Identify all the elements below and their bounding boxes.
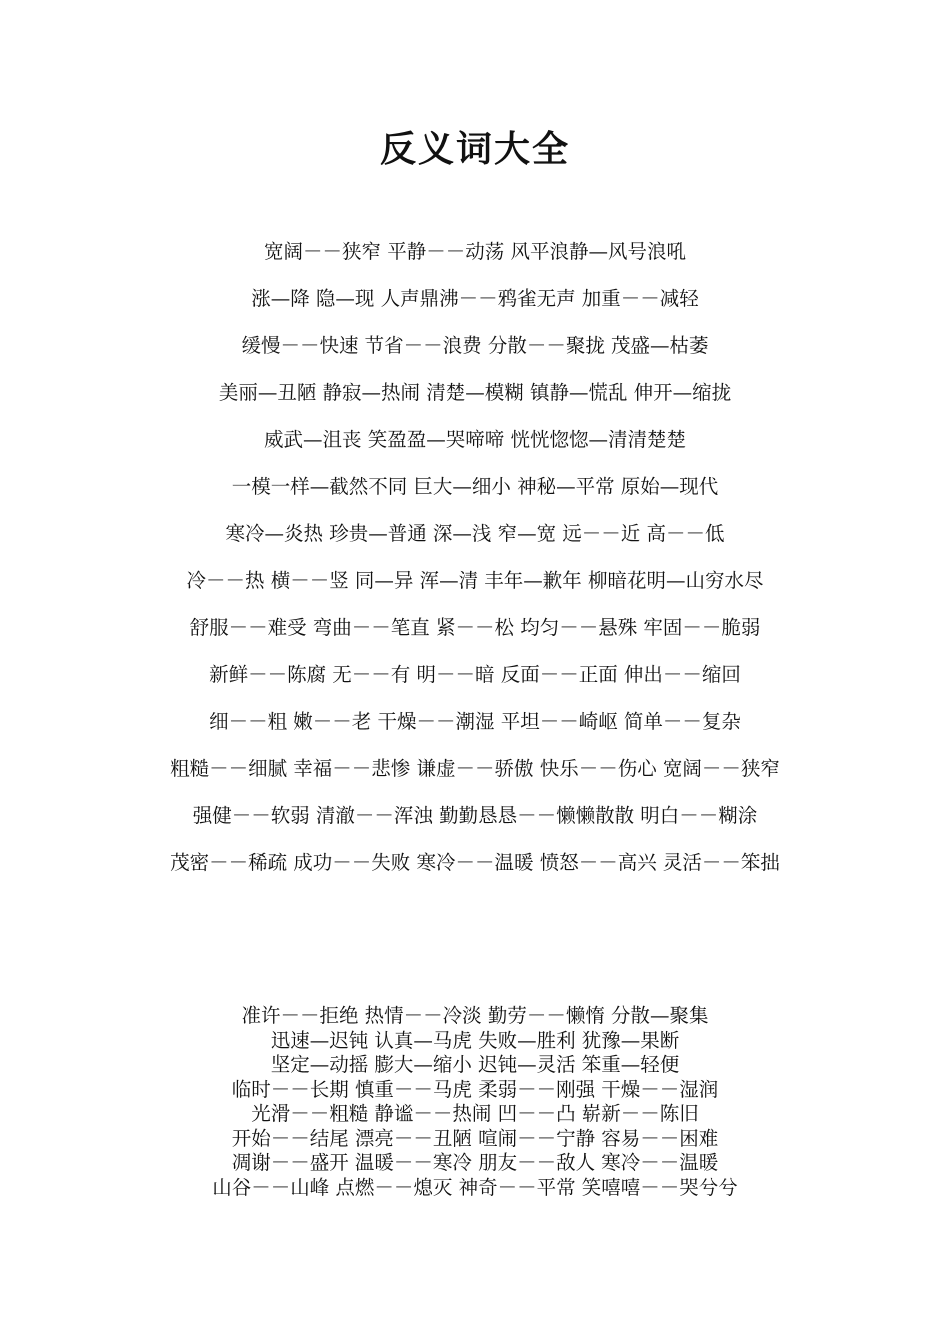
antonym-line: 涨—降 隐—现 人声鼎沸－－鸦雀无声 加重－－减轻: [251, 287, 699, 310]
antonym-line: 一模一样—截然不同 巨大—细小 神秘—平常 原始—现代: [231, 475, 719, 498]
antonym-line: 美丽—丑陋 静寂—热闹 清楚—模糊 镇静—慌乱 伸开—缩拢: [218, 381, 732, 404]
antonym-line: 坚定—动摇 膨大—缩小 迟钝—灵活 笨重—轻便: [270, 1053, 680, 1076]
antonym-line: 强健－－软弱 清澈－－浑浊 勤勤恳恳－－懒懒散散 明白－－糊涂: [192, 804, 758, 827]
antonym-line: 茂密－－稀疏 成功－－失败 寒冷－－温暖 愤怒－－高兴 灵活－－笨拙: [170, 851, 780, 874]
antonym-line: 迅速—迟钝 认真—马虎 失败—胜利 犹豫—果断: [270, 1028, 680, 1052]
antonym-line: 新鲜－－陈腐 无－－有 明－－暗 反面－－正面 伸出－－缩回: [209, 663, 741, 686]
antonym-line: 威武—沮丧 笑盈盈—哭啼啼 恍恍惚惚—清清楚楚: [264, 428, 686, 451]
antonym-line: 冷－－热 横－－竖 同—异 浑—清 丰年—歉年 柳暗花明—山穷水尽: [186, 569, 764, 592]
antonym-section-compact: [150, 1004, 800, 1200]
antonym-line: 开始－－结尾 漂亮－－丑陋 喧闹－－宁静 容易－－困难: [231, 1126, 719, 1150]
antonym-line: 舒服－－难受 弯曲－－笔直 紧－－松 均匀－－悬殊 牢固－－脆弱: [189, 616, 761, 639]
antonym-line: 山谷－－山峰 点燃－－熄灭 神奇－－平常 笑嘻嘻－－哭兮兮: [212, 1175, 738, 1199]
antonym-section-spaced: [150, 240, 800, 898]
antonym-line: 临时－－长期 慎重－－马虎 柔弱－－刚强 干燥－－湿润: [231, 1077, 719, 1101]
page-title: 反义词大全: [379, 128, 570, 170]
antonym-line: 缓慢－－快速 节省－－浪费 分散－－聚拢 茂盛—枯萎: [241, 334, 709, 357]
antonym-line: 凋谢－－盛开 温暖－－寒冷 朋友－－敌人 寒冷－－温暖: [231, 1151, 719, 1174]
antonym-line: 宽阔－－狭窄 平静－－动荡 风平浪静—风号浪吼: [264, 240, 686, 263]
antonym-line: 细－－粗 嫩－－老 干燥－－潮湿 平坦－－崎岖 简单－－复杂: [209, 710, 741, 733]
antonym-line: 光滑－－粗糙 静谧－－热闹 凹－－凸 崭新－－陈旧: [251, 1102, 699, 1125]
antonym-line: 粗糙－－细腻 幸福－－悲惨 谦虚－－骄傲 快乐－－伤心 宽阔－－狭窄: [170, 757, 780, 780]
antonym-line: 准许－－拒绝 热情－－冷淡 勤劳－－懒惰 分散—聚集: [241, 1004, 709, 1027]
antonym-line: 寒冷—炎热 珍贵—普通 深—浅 窄—宽 远－－近 高－－低: [225, 522, 725, 545]
